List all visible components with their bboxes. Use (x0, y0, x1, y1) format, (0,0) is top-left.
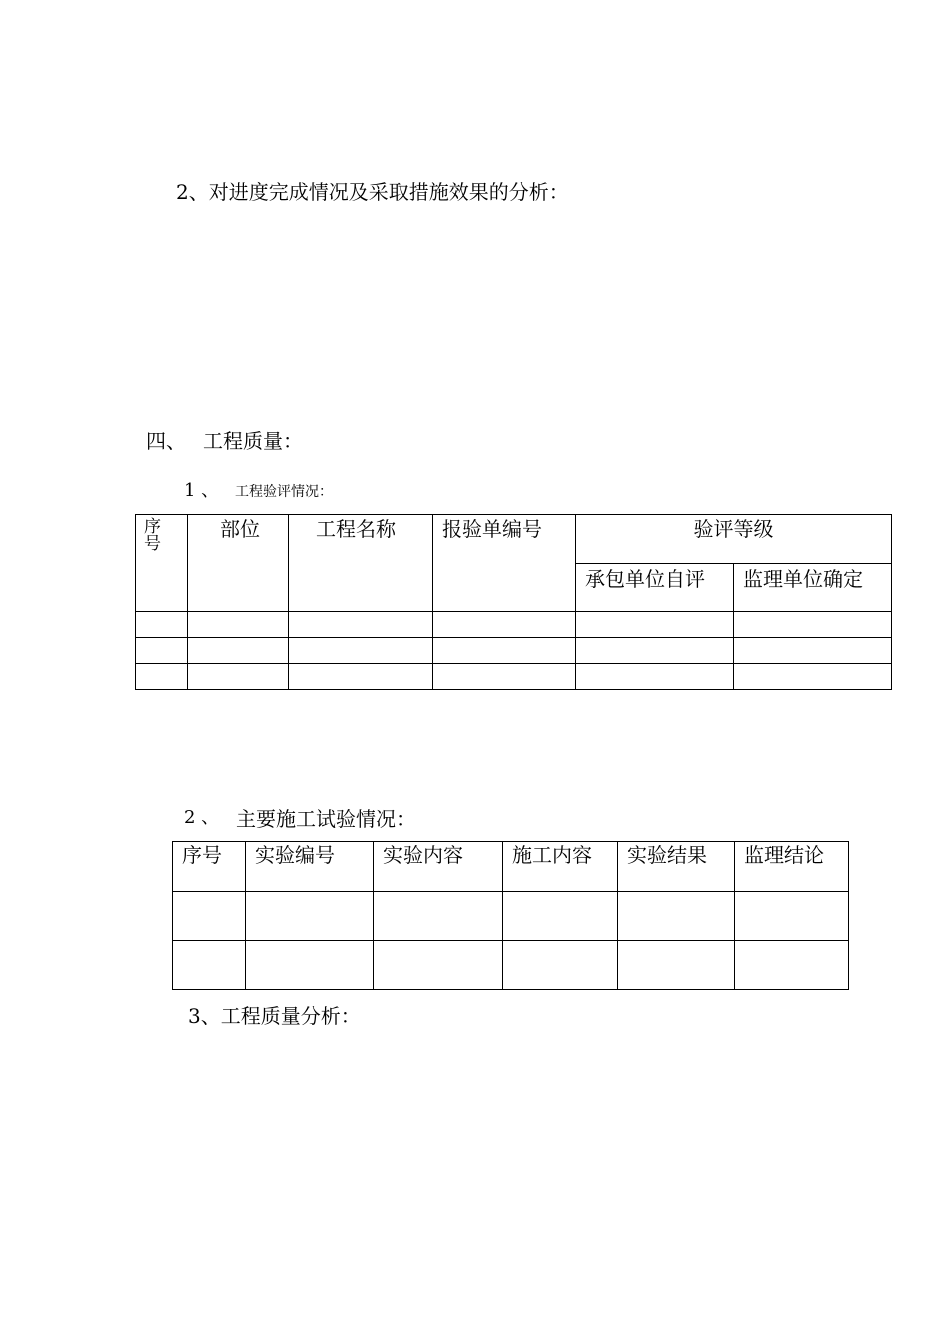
table-row (136, 612, 892, 638)
table-cell (503, 941, 618, 990)
tests-number: 2 、 (184, 807, 220, 828)
section-4-title: 工程质量： (203, 429, 303, 453)
inspection-number: 1 、 (184, 480, 220, 501)
table-cell (289, 612, 433, 638)
inspection-title: 工程验评情况： (235, 484, 333, 500)
table-row (173, 892, 849, 941)
table-cell (618, 892, 735, 941)
header-seq: 序号 (136, 515, 188, 612)
table-cell (173, 892, 246, 941)
table-cell (735, 941, 849, 990)
header-project-name: 工程名称 (289, 515, 433, 612)
header-contractor-self: 承包单位自评 (576, 564, 734, 612)
table-cell (503, 892, 618, 941)
table-row (136, 638, 892, 664)
table-cell (136, 612, 188, 638)
table-cell (289, 664, 433, 690)
table-cell (618, 941, 735, 990)
table-row (173, 941, 849, 990)
progress-analysis-heading: 2、对进度完成情况及采取措施效果的分析： (176, 180, 569, 204)
table-cell (576, 664, 734, 690)
table-cell (374, 892, 503, 941)
table-cell (433, 638, 576, 664)
table-cell (734, 612, 892, 638)
table-cell (188, 612, 289, 638)
table-cell (374, 941, 503, 990)
tests-header-test-content: 实验内容 (374, 842, 503, 892)
tests-header-row (173, 842, 849, 892)
quality-analysis-heading: 3、工程质量分析： (188, 1004, 361, 1028)
tests-title: 主要施工试验情况： (236, 807, 416, 831)
header-report-no: 报验单编号 (433, 515, 576, 612)
table-cell (188, 664, 289, 690)
section-4-number: 四、 (146, 429, 186, 453)
table-cell (246, 892, 374, 941)
table-cell (433, 612, 576, 638)
header-part: 部位 (188, 515, 289, 612)
table-row (136, 664, 892, 690)
table-cell (246, 941, 374, 990)
table-cell (734, 664, 892, 690)
table-cell (173, 941, 246, 990)
inspection-table (135, 514, 892, 690)
tests-header-construction-content: 施工内容 (503, 842, 618, 892)
table-cell (576, 638, 734, 664)
table-cell (136, 638, 188, 664)
table-cell (136, 664, 188, 690)
tests-table (172, 841, 849, 990)
table-cell (188, 638, 289, 664)
table-cell (576, 612, 734, 638)
tests-header-supervisor-conclusion: 监理结论 (735, 842, 849, 892)
header-grade: 验评等级 (576, 515, 892, 564)
table-cell (735, 892, 849, 941)
tests-header-test-result: 实验结果 (618, 842, 735, 892)
tests-header-seq: 序号 (173, 842, 246, 892)
table-cell (734, 638, 892, 664)
header-supervisor-confirm: 监理单位确定 (734, 564, 892, 612)
table-cell (433, 664, 576, 690)
tests-header-test-no: 实验编号 (246, 842, 374, 892)
table-cell (289, 638, 433, 664)
